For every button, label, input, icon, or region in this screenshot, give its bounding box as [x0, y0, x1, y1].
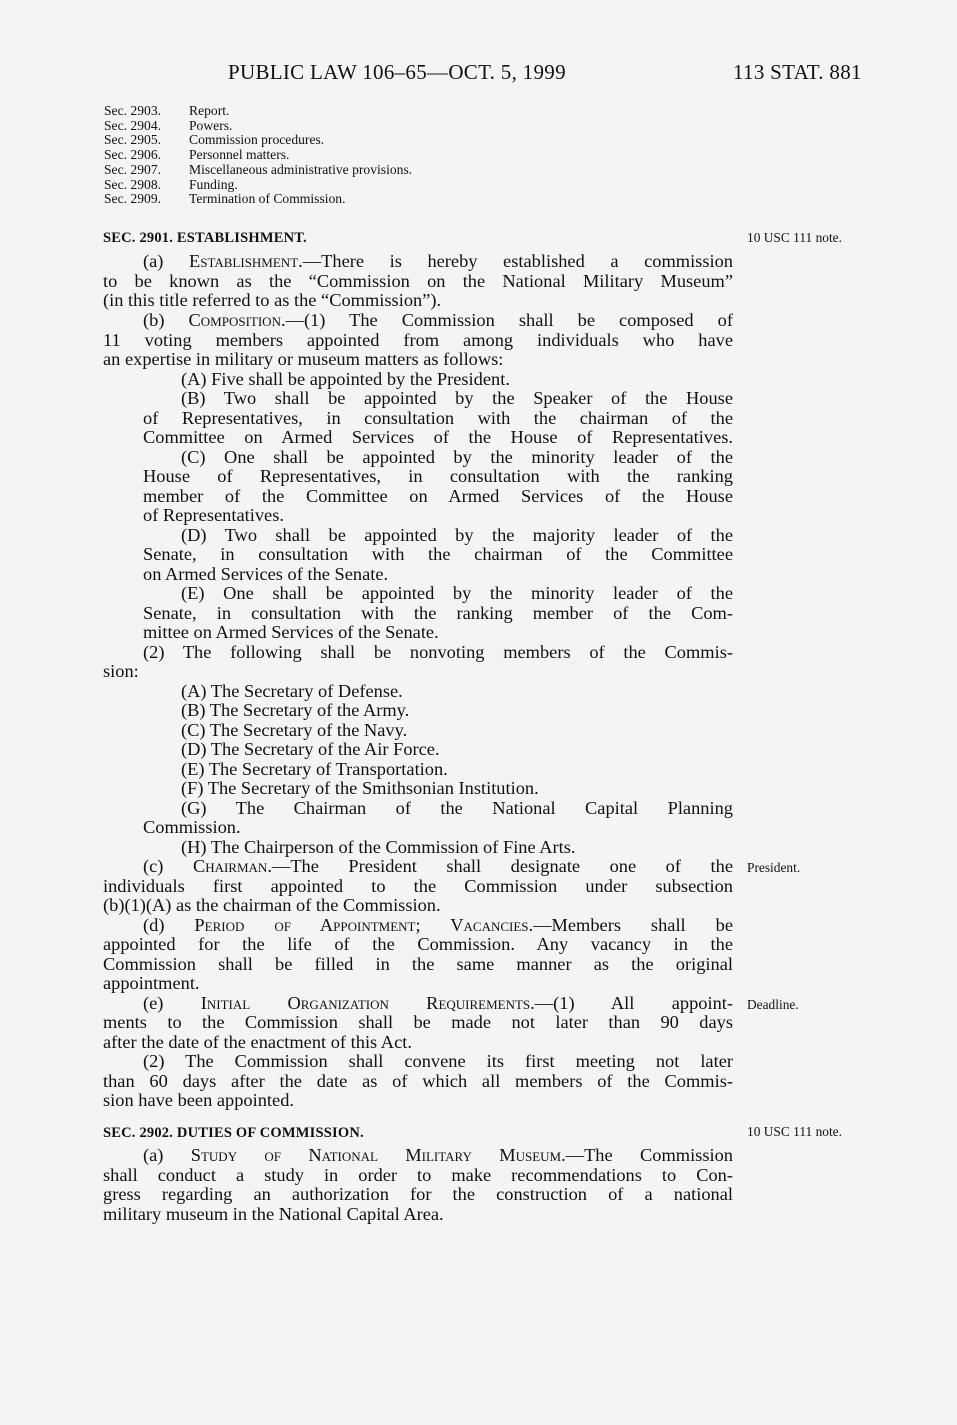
list-item: (E) The Secretary of Transportation.	[181, 758, 448, 779]
subsection-caption: Initial Organization Requirements.	[200, 992, 535, 1013]
paragraph-line: than 60 days after the date as of which all members of the Commis-	[103, 1070, 733, 1091]
paragraph-line: ments to the Commission shall be made not later than 90 days	[103, 1012, 733, 1032]
paragraph-line: (a) Study of National Military Museum.—The Commission	[143, 1145, 733, 1165]
subsection-caption: Establishment.	[189, 251, 303, 271]
list-item-line: Committee on Armed Services of the House of Representatives.	[143, 427, 733, 447]
paragraph-line: (a) Establishment.—There is hereby established a commission	[143, 251, 733, 271]
running-header-title: PUBLIC LAW 106–65—OCT. 5, 1999	[228, 60, 566, 84]
paragraph-line: (b)(1)(A) as the chairman of the Commission.	[103, 895, 441, 915]
paragraph-line: appointed for the life of the Commission. Any vacancy in the	[103, 934, 733, 954]
list-item-line: Senate, in consultation with the ranking member of the Com-	[143, 602, 733, 623]
list-item-line: House of Representatives, in consultation with the ranking	[143, 466, 733, 486]
paragraph-line: (d) Period of Appointment; Vacancies.—Members shall be	[143, 914, 733, 935]
list-item: (G) The Chairman of the National Capital Planning	[181, 797, 733, 818]
margin-note-deadline: Deadline.	[747, 997, 799, 1012]
toc-row: Sec. 2909. Termination of Commission.	[104, 191, 346, 207]
subsection-caption: Period of Appointment; Vacancies.	[194, 914, 534, 935]
paragraph-line: sion:	[103, 661, 139, 681]
paragraph-line: an expertise in military or museum matters as follows:	[103, 349, 504, 369]
toc-row: Sec. 2908. Funding.	[104, 176, 238, 192]
section-heading-2901: SEC. 2901. ESTABLISHMENT.	[103, 230, 307, 246]
subsection-caption: Study of National Military Museum.	[190, 1145, 566, 1165]
paragraph-line: military museum in the National Capital Area.	[103, 1203, 444, 1224]
paragraph-line: (2) The Commission shall convene its first meeting not later	[143, 1051, 733, 1071]
running-header-stat: 113 STAT. 881	[733, 60, 862, 84]
toc-row: Sec. 2906. Personnel matters.	[104, 147, 290, 163]
list-item: (D) Two shall be appointed by the majority leader of the	[181, 524, 733, 545]
subsection-caption: Composition.	[188, 310, 286, 330]
paragraph-line: to be known as the “Commission on the National Military Museum”	[103, 270, 733, 291]
paragraph-line: sion have been appointed.	[103, 1090, 295, 1110]
list-item-line: Commission.	[143, 817, 241, 837]
paragraph-line: individuals first appointed to the Commission under subsection	[103, 875, 733, 896]
list-item-line: on Armed Services of the Senate.	[143, 563, 389, 584]
list-item: (C) The Secretary of the Navy.	[181, 719, 408, 740]
subsection-caption: Chairman.	[192, 856, 272, 876]
list-item: (F) The Secretary of the Smithsonian Institution.	[181, 778, 539, 798]
margin-note-sec2901: 10 USC 111 note.	[747, 230, 842, 245]
list-item: (B) Two shall be appointed by the Speaker of the House	[181, 388, 733, 408]
list-item: (A) The Secretary of Defense.	[181, 680, 403, 701]
paragraph-line: gress regarding an authorization for the construction of a national	[103, 1184, 733, 1204]
list-item-line: of Representatives, in consultation with the chairman of the	[143, 407, 733, 428]
toc-row: Sec. 2903. Report.	[104, 103, 230, 118]
paragraph-line: (in this title referred to as the “Commission”).	[103, 290, 442, 310]
section-heading-2902: SEC. 2902. DUTIES OF COMMISSION.	[103, 1125, 364, 1141]
table-of-contents	[104, 104, 412, 207]
list-item: (B) The Secretary of the Army.	[181, 700, 410, 720]
list-item-line: member of the Committee on Armed Services of the House	[143, 485, 733, 506]
paragraph-line: (c) Chairman.—The President shall designate one of the	[143, 856, 733, 876]
paragraph-line: Commission shall be filled in the same manner as the original	[103, 953, 733, 974]
list-item: (E) One shall be appointed by the minority leader of the	[181, 583, 733, 603]
list-item: (A) Five shall be appointed by the President.	[181, 368, 510, 389]
list-item: (H) The Chairperson of the Commission of Fine Arts.	[181, 836, 576, 857]
list-item-line: mittee on Armed Services of the Senate.	[143, 622, 439, 642]
paragraph-line: (e) Initial Organization Requirements.—(1) All appoint-	[143, 992, 733, 1013]
paragraph-line: (b) Composition.—(1) The Commission shall be composed of	[143, 310, 734, 330]
margin-note-sec2902: 10 USC 111 note.	[747, 1124, 842, 1139]
paragraph-line: after the date of the enactment of this Act.	[103, 1031, 412, 1052]
paragraph-line: (2) The following shall be nonvoting members of the Commis-	[143, 641, 733, 662]
toc-row: Sec. 2905. Commission procedures.	[104, 132, 325, 148]
toc-row: Sec. 2904. Powers.	[104, 117, 233, 133]
list-item: (C) One shall be appointed by the minority leader of the	[181, 446, 733, 467]
list-item: (D) The Secretary of the Air Force.	[181, 739, 440, 759]
list-item-line: of Representatives.	[143, 505, 284, 525]
toc-row: Sec. 2907. Miscellaneous administrative provisions.	[104, 161, 413, 177]
paragraph-line: 11 voting members appointed from among individuals who have	[103, 329, 733, 350]
paragraph-line: appointment.	[103, 973, 200, 993]
list-item-line: Senate, in consultation with the chairman of the Committee	[143, 544, 733, 564]
margin-note-president: President.	[747, 860, 801, 875]
paragraph-line: shall conduct a study in order to make recommendations to Con-	[103, 1164, 733, 1185]
